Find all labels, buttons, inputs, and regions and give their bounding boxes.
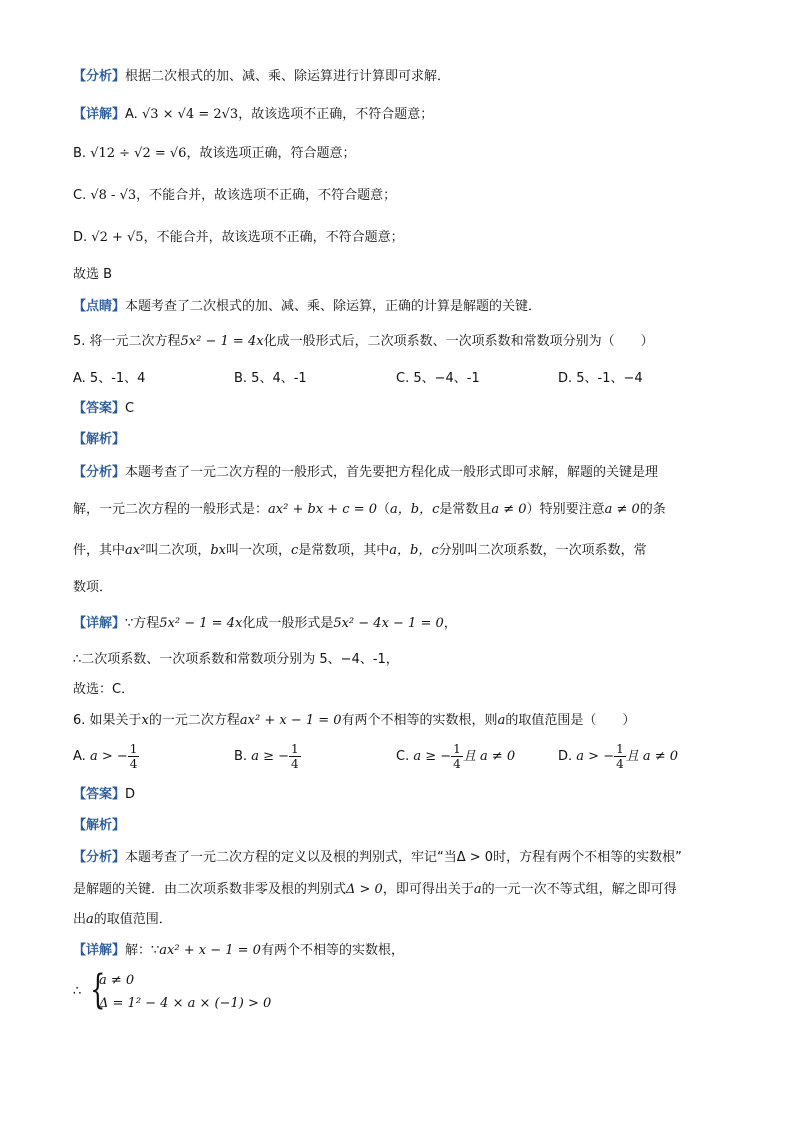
analysis-text: 的条 [639,502,666,517]
variables: a，b，c [389,543,439,558]
question-6-analysis-line-3 [73,910,172,930]
denominator: 4 [129,757,138,771]
system-condition-2: Δ = 1² − 4 × a × (−1) > 0 [99,996,272,1011]
detail-tag: 【详解】 [73,107,126,122]
question-5-option-d: D. 5、-1、−4 [558,371,643,386]
option-label: C. [396,749,410,764]
left-brace: { [90,967,106,1013]
question-5-analysis-line-4: 数项． [73,580,113,595]
analysis-text: 件，其中 [73,543,126,558]
analysis-text: 叫二次项， [145,543,211,558]
term: bx [210,543,226,558]
analysis-text: 叫一次项， [225,543,291,558]
option-label: B. [234,749,248,764]
question-5-answer [73,399,134,419]
analysis-tag: 【分析】 [73,850,126,865]
option-relation: a ≥ − [413,749,452,764]
fraction [289,742,301,771]
detail-text: ，故该选项不正确，不符合题意； [238,107,434,122]
analysis-text: 的取值范围． [93,912,172,927]
choice-line: 故选 B [73,267,113,282]
option-relation: a > − [89,749,128,764]
analysis-text: 是常数且 [439,502,492,517]
analysis-text: 根据二次根式的加、减、乘、除运算进行计算即可求解． [125,69,451,84]
analysis-text: （ [377,502,391,517]
option-lead: B. [73,146,87,161]
comment-text: 本题考查了二次根式的加、减、乘、除运算，正确的计算是解题的关键． [125,299,542,314]
condition: Δ > 0 [346,882,383,897]
question-6-answer [73,785,135,805]
condition: a ≠ 0 [491,502,527,517]
question-6-analysis-line-2 [73,880,677,900]
math-expression: √8 - √3 [90,188,137,203]
comment-tag: 【点睛】 [73,299,126,314]
question-5-option-b: B. 5、4、-1 [234,371,307,386]
condition: a ≠ 0 [604,502,640,517]
analysis-text: 本题考查了一元二次方程的定义以及根的判别式，牢记“当Δ > 0时，方程有两个不相等的实数根” [125,850,682,865]
question-6-option-d [558,742,678,771]
stem-text: 6. 如果关于 [73,713,142,728]
stem-text: 有两个不相等的实数根，则 [341,713,498,728]
option-relation: a > − [576,749,615,764]
detail-text: 化成一般形式是 [242,616,334,631]
analysis-text: 是解题的关键．由二次项系数非零及根的判别式 [73,882,347,897]
option-lead: C. [73,188,87,203]
equation: 5x² − 1 = 4x [159,616,243,631]
analysis-text: ，即可得出关于 [382,882,474,897]
detail-tag: 【详解】 [73,943,126,958]
numerator: 1 [129,742,138,756]
answer-value: D [125,787,136,802]
question-6-analysis-heading [73,816,125,836]
question-6-analysis-line-1 [73,848,682,868]
question-5-option-a: A. 5、-1、4 [73,371,146,386]
therefore-symbol: ∴ [73,984,82,999]
denominator: 4 [453,757,461,771]
option-lead: A. [125,107,138,122]
analysis-heading: 【解析】 [73,818,126,833]
equation: 5x² − 4x − 1 = 0 [333,616,444,631]
math-expression: √12 ÷ √2 = √6 [90,146,187,161]
detail-tag: 【详解】 [73,616,126,631]
option-label: A. [73,749,86,764]
variables: a，b，c [390,502,440,517]
question-5-detail-line-3: 故选：C． [73,682,135,697]
question-6-option-a [73,742,139,771]
denominator: 4 [616,757,624,771]
fraction [128,742,140,771]
system-condition-1: a ≠ 0 [99,973,135,988]
numerator: 1 [453,742,461,756]
variable: a [86,912,94,927]
denominator: 4 [291,757,299,771]
equation: ax² + bx + c = 0 [268,502,377,517]
detail-text: 有两个不相等的实数根， [260,943,404,958]
question-5-analysis-heading [73,430,125,450]
question-5-analysis-line-1 [73,463,658,483]
stem-text: 的一元二次方程 [148,713,240,728]
analysis-text: 分别叫二次项系数，一次项系数，常 [438,543,647,558]
term: c [291,543,299,558]
question-5-stem [73,332,654,352]
detail-text: ，不能合并，故该选项不正确，不符合题意； [143,230,404,245]
analysis-text: 解，一元二次方程的一般形式是： [73,502,269,517]
detail-text: 解：∵ [125,943,160,958]
question-6-detail-line-1 [73,941,404,961]
detail-text: ，故该选项正确，符合题意； [186,146,356,161]
analysis-text: 出 [73,912,87,927]
answer-value: C [125,401,135,416]
detail-text: ∵方程 [125,616,160,631]
question-5-option-c: C. 5、−4、-1 [396,371,480,386]
stem-text: 5. 将一元二次方程 [73,334,181,349]
detail-text: ，不能合并，故该选项不正确，不符合题意； [136,188,397,203]
question-6-stem [73,711,635,731]
variable: a [473,882,482,897]
answer-tag: 【答案】 [73,401,126,416]
stem-text: 化成一般形式后，二次项系数、一次项系数和常数项分别为（ ） [263,334,654,349]
question-6-option-c [396,742,515,771]
numerator: 1 [291,742,299,756]
term: ax² [125,543,146,558]
numerator: 1 [616,742,624,756]
detail-text: ， [443,616,457,631]
question-6-option-b [234,742,301,771]
detail-line-b [73,144,355,164]
math-expression: √3 × √4 = 2√3 [141,107,239,122]
question-5-detail-line-2: ∴二次项系数、一次项系数和常数项分别为 5、−4、-1， [73,652,399,667]
detail-line-c [73,186,396,206]
option-lead: D. [73,230,88,245]
analysis-line [73,67,450,87]
stem-text: 的取值范围是（ ） [505,713,636,728]
analysis-heading: 【解析】 [73,432,126,447]
equation: ax² + x − 1 = 0 [239,713,342,728]
fraction [451,742,463,771]
analysis-tag: 【分析】 [73,69,126,84]
detail-line-d [73,228,404,248]
equation: ax² + x − 1 = 0 [159,943,261,958]
option-relation: a ≥ − [251,749,290,764]
question-5-analysis-line-2 [73,500,666,520]
analysis-tag: 【分析】 [73,465,126,480]
detail-line-a [73,105,433,125]
variable: x [141,713,149,728]
option-condition: 且 a ≠ 0 [625,749,679,764]
option-label: D. [558,749,573,764]
question-5-analysis-line-3 [73,541,647,561]
question-5-detail-line-1 [73,614,457,634]
analysis-text: ）特别要注意 [526,502,605,517]
comment-line [73,297,541,317]
option-condition: 且 a ≠ 0 [462,749,516,764]
equation: 5x² − 1 = 4x [180,334,264,349]
variable: a [497,713,506,728]
analysis-text: 本题考查了一元二次方程的一般形式，首先要把方程化成一般形式即可求解，解题的关键是理 [125,465,659,480]
math-expression: √2 + √5 [91,230,144,245]
analysis-text: 是常数项，其中 [298,543,390,558]
fraction [614,742,626,771]
answer-tag: 【答案】 [73,787,126,802]
analysis-text: 的一元一次不等式组，解之即可得 [481,882,677,897]
